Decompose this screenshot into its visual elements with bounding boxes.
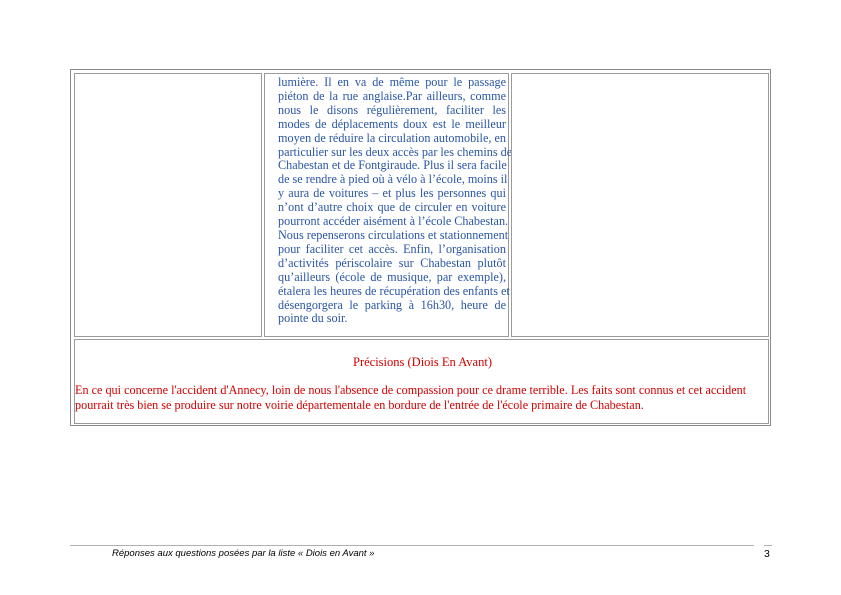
footer-divider-page: [764, 545, 772, 546]
precisions-cell: [74, 339, 769, 424]
response-line: y aura de voitures – et plus les personnes qui: [278, 186, 506, 201]
response-paragraph: [278, 75, 513, 326]
response-line: d’activités périscolaire sur Chabestan plutôt: [278, 255, 506, 270]
footer-divider: [70, 545, 754, 546]
right-empty-cell: [511, 73, 769, 337]
response-line: qu’ailleurs (école de musique, par exemple),: [278, 269, 506, 284]
response-line: Nous repenserons circulations et stationnement: [278, 227, 509, 242]
response-line: particulier sur les deux accès par les chemins de: [278, 144, 513, 159]
response-line: étalera les heures de récupération des enfants et: [278, 283, 510, 298]
response-line: modes de déplacements doux est le meilleur: [278, 116, 506, 131]
response-line: lumière. Il en va de même pour le passage: [278, 75, 506, 89]
response-line: de se rendre à pied où à vélo à l’école, moins il: [278, 172, 508, 187]
precisions-title: Précisions (Diois En Avant): [353, 355, 492, 369]
precisions-line: pourrait très bien se produire sur notre voirie départementale en bordure de l'entrée de l'école primaire de Chabestan.: [75, 397, 644, 412]
response-line: Chabestan et de Fontgiraude. Plus il sera facile: [278, 158, 507, 173]
response-line: désengorgera le parking à 16h30, heure de: [278, 297, 506, 312]
response-line: n’ont d’autre choix que de circuler en voiture: [278, 200, 506, 215]
page-number: 3: [764, 548, 770, 560]
precisions-line: En ce qui concerne l'accident d'Annecy, loin de nous l'absence de compassion pour ce drame terrible. Les faits sont connus et cet accident: [75, 383, 747, 397]
response-line: nous le disons régulièrement, faciliter les: [278, 102, 506, 117]
left-empty-cell: [74, 73, 262, 337]
middle-response-cell: [264, 73, 513, 337]
response-table: [70, 69, 771, 426]
response-line: pourront accéder aisément à l’école Chabestan.: [278, 214, 509, 229]
response-line: pointe du soir.: [278, 311, 348, 326]
response-line: moyen de réduire la circulation automobile, en: [278, 130, 506, 145]
response-line: pour faciliter cet accès. Enfin, l’organisation: [278, 241, 506, 256]
footer-caption: Réponses aux questions posées par la liste « Diois en Avant »: [112, 548, 375, 559]
response-line: piéton de la rue anglaise.Par ailleurs, comme: [278, 88, 506, 103]
precisions-paragraph: [75, 383, 770, 413]
